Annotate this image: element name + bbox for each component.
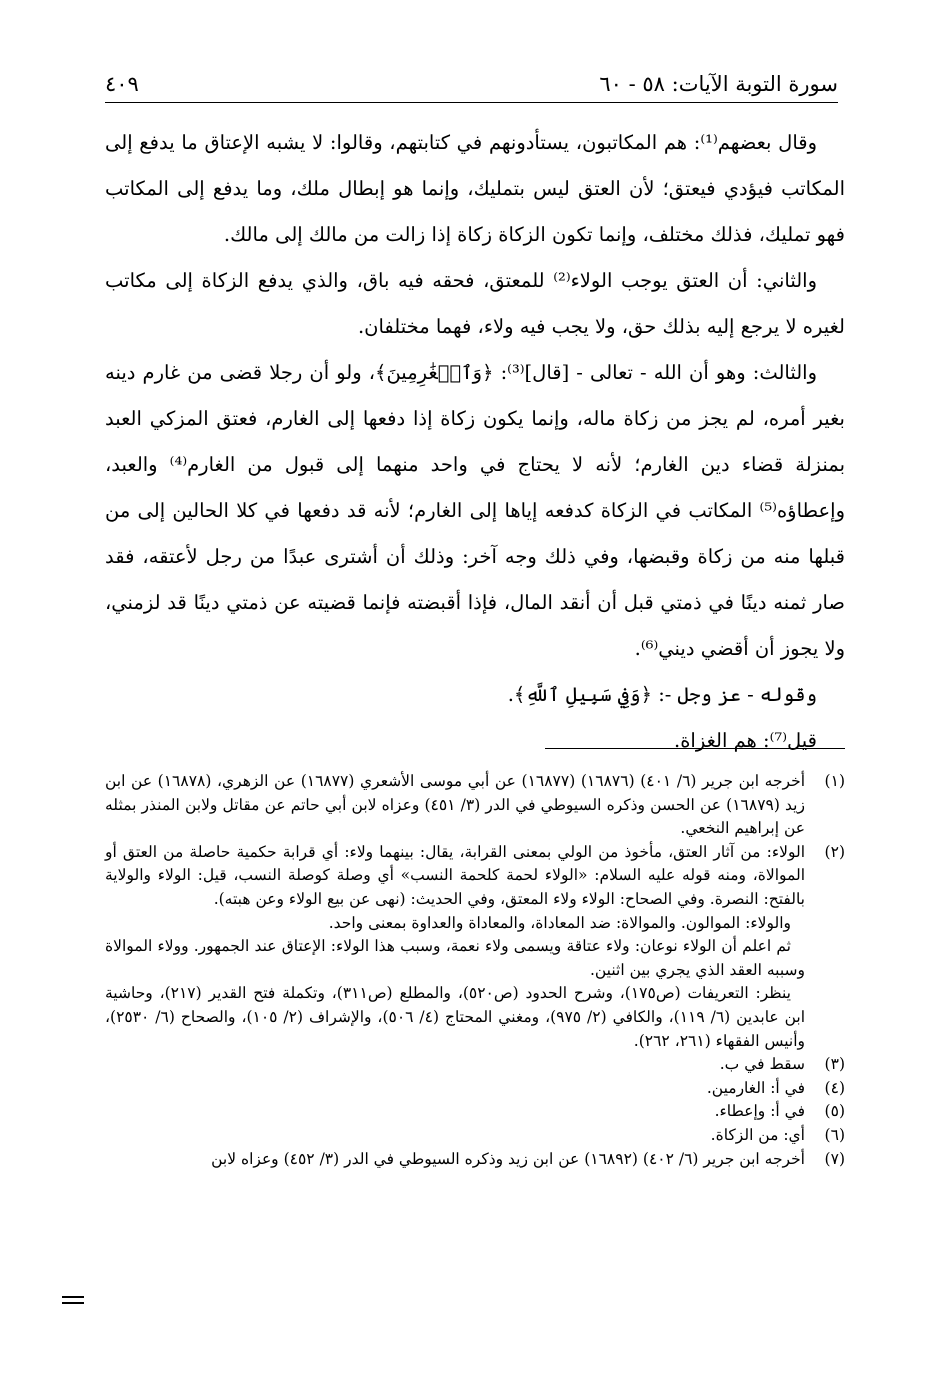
footnote-continuation xyxy=(105,912,845,936)
footnote-text: في أ: الغارمين. xyxy=(706,1078,805,1097)
footnote-text: سقط في ب. xyxy=(719,1055,805,1074)
paragraph: وقال بعضهم⁽¹⁾: هم المكاتبون، يستأدونهم في كتابتهم، وقالوا: لا يشبه الإعتاق ما يدفع إلى المكاتب فيؤدي فيعتق؛ لأن العتق ليس بتمليك، وإنما هو إبطال ملك، وما يدفع إلى المكاتب فهو تمليك، فذلك مختلف، وإنما تكون الزكاة زكاة إذا زالت من مالك إلى مالك. xyxy=(105,131,845,246)
paragraph: والثاني: أن العتق يوجب الولاء⁽²⁾ للمعتق، فحقه فيه باق، والذي يدفع الزكاة إلى مكاتب لغيره لا يرجع إليه بذلك حق، ولا يجب فيه ولاء، فهما مختلفان. xyxy=(105,269,845,338)
continuation-mark xyxy=(62,1296,84,1298)
footnote xyxy=(105,770,845,841)
footnote-number: (٢) xyxy=(824,842,845,861)
footnote xyxy=(105,1124,845,1148)
footnote xyxy=(105,1148,845,1172)
footnote-number xyxy=(805,982,845,1053)
footnote-number xyxy=(805,912,845,936)
footnote-number: (٧) xyxy=(824,1149,845,1168)
footnote-text: أخرجه ابن جرير (٦/ ٤٠١) (١٦٨٧٦) (١٦٨٧٧) عن أبي موسى الأشعري (١٦٨٧٧) عن الزهري، (١٦٨٧٨) عن ابن زيد (١٦٨٧٩) عن الحسن وذكره السيوطي في الدر (٣/ ٤٥١) وعزاه لابن أبي حاتم عن مقاتل ولابن المنذر بمثله عن إبراهيم النخعي. xyxy=(105,772,805,838)
footnote-text: أي: من الزكاة. xyxy=(710,1125,805,1144)
footnote-text: والولاء: الموالون. والموالاة: ضد المعاداة، والمعاداة والعداوة بمعنى واحد. xyxy=(328,913,791,932)
page-header xyxy=(105,62,838,103)
paragraph: وقوله - عز وجل -: ﴿وَفِي سَبِيلِ ٱللَّهِ﴾. xyxy=(507,683,817,706)
footnote-text: ينظر: التعريفات (ص١٧٥)، وشرح الحدود (ص٥٢٠)، والمطلع (ص٣١١)، وتكملة فتح القدير (٢١٧)، وحاشية ابن عابدين (٦/ ١١٩)، والكافي (٢/ ٩٧٥)، ومغني المحتاج (٤/ ٥٠٦)، والإشراف (٢/ ١٠٥)، والصحاح (٦/ ٢٥٣٠)، وأنيس الفقهاء (٢٦١، ٢٦٢). xyxy=(105,984,806,1050)
footnote-separator xyxy=(545,748,845,749)
main-text xyxy=(105,120,845,764)
footnote-number xyxy=(805,935,845,982)
footnote-text: الولاء: من آثار العتق، مأخوذ من الولي بمعنى القرابة، يقال: بينهما ولاء: أي قرابة حكمية حاصلة من العتق أو الموالاة، ومنه قوله عليه السلام: «الولاء لحمة كلحمة النسب» أي وصلة كوصلة النسب، قيل: الولاء والولاية بالفتح: النصرة. وفي الصحاح: الولاء ولاء المعتق، وفي الحديث: (نهى عن بيع الولاء وعن هبته). xyxy=(105,842,805,908)
page-number: ٤٠٩ xyxy=(105,72,139,96)
footnote xyxy=(105,841,845,912)
footnote-continuation xyxy=(105,982,845,1053)
footnote-number: (٦) xyxy=(824,1125,845,1144)
footnote-text: ثم اعلم أن الولاء نوعان: ولاء عتاقة ويسمى ولاء نعمة، وسبب هذا الولاء: الإعتاق عند الجمهور. وولاء الموالاة وسببه العقد الذي يجري بين اثنين. xyxy=(105,937,805,979)
footnote-continuation xyxy=(105,935,845,982)
footnote-text: أخرجه ابن جرير (٦/ ٤٠٢) (١٦٨٩٢) عن ابن زيد وذكره السيوطي في الدر (٣/ ٤٥٢) وعزاه لابن xyxy=(211,1149,805,1168)
footnote xyxy=(105,1053,845,1077)
paragraph: والثالث: وهو أن الله - تعالى - [قال]⁽³⁾: ﴿وَٱلۡغَٰرِمِينَ﴾، ولو أن رجلا قضى من غارم دينه بغير أمره، لم يجز من زكاة ماله، وإنما يكون زكاة إذا دفعها إلى الغارم، فعتق المزكي العبد بمنزلة قضاء دين الغارم؛ لأنه لا يحتاج في واحد منهما إلى قبول من الغارم⁽⁴⁾ والعبد، وإعطاؤه⁽⁵⁾ المكاتب في الزكاة كدفعه إياها إلى الغارم؛ لأنه قد دفعها في كلا الحالين إلى من قبلها منه من زكاة وقبضها، وفي ذلك وجه آخر: وذلك أن أشترى عبدًا من رجل لأعتقه، فقد صار ثمنه دينًا في ذمتي قبل أن أنقد المال، فإذا أقبضته فإنما قضيته عن ذمتي دينًا قد لزمني، ولا يجوز أن أقضي ديني⁽⁶⁾. xyxy=(105,361,845,660)
footnote-text: في أ: وإعطاء. xyxy=(714,1102,805,1121)
footnote-number: (٥) xyxy=(824,1102,845,1121)
running-title: سورة التوبة الآيات: ٥٨ - ٦٠ xyxy=(599,72,838,96)
paragraph: قيل⁽⁷⁾: هم الغزاة. xyxy=(674,729,817,752)
footnote xyxy=(105,1100,845,1124)
footnote xyxy=(105,1077,845,1101)
footnote-number: (١) xyxy=(824,772,845,790)
footnote-number: (٤) xyxy=(824,1078,845,1097)
footnotes xyxy=(105,770,845,1171)
footnote-number: (٣) xyxy=(824,1055,845,1074)
